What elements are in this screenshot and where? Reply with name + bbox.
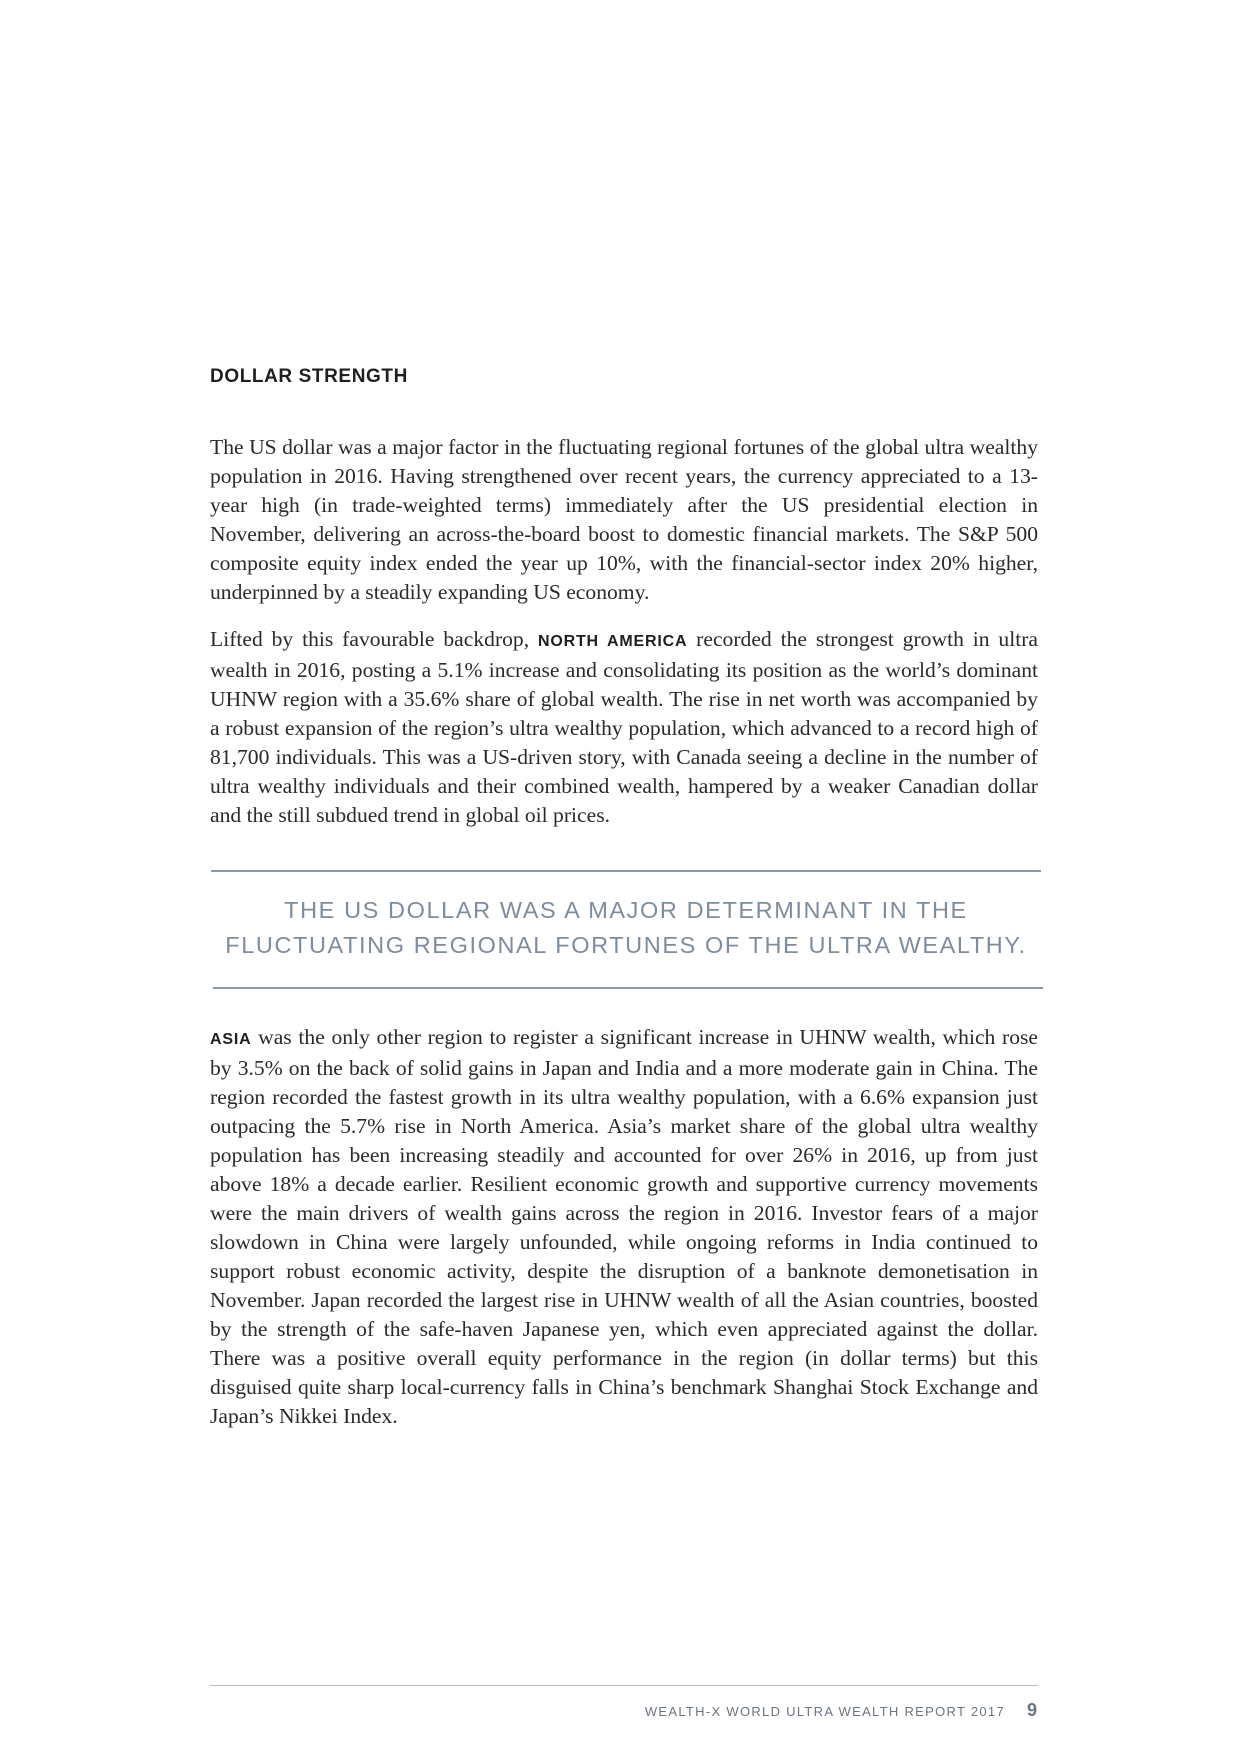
pull-quote-bottom-rule [213,987,1043,989]
paragraph-dollar-strength: The US dollar was a major factor in the fluctuating regional fortunes of the global ultra wealthy population in 2016. Having strengthened over recent years, the currency appreciated to a 13-year high (in trade-weighted terms) immediately after the US presidential election in November, delivering an across-the-board boost to domestic financial markets. The S&P 500 composite equity index ended the year up 10%, with the financial-sector index 20% higher, underpinned by a steadily expanding US economy. [210,435,1038,604]
pull-quote-line-2: FLUCTUATING REGIONAL FORTUNES OF THE ULTRA WEALTHY. [225,932,1027,958]
paragraph-text: Lifted by this favourable backdrop, [210,627,539,651]
paragraph-text: recorded the strongest growth in ultra wealth in 2016, posting a 5.1% increase and consolidating its position as the world’s dominant UHNW region with a 35.6% share of global wealth. The rise in net worth was accompanied by a robust expansion of the region’s ultra wealthy population, which advanced to a record high of 81,700 individuals. This was a US-driven story, with Canada seeing a decline in the number of ultra wealthy individuals and their combined wealth, hampered by a weaker Canadian dollar and the still subdued trend in global oil prices. [210,627,1038,827]
paragraph-north-america [210,625,1038,830]
region-lead-north-america: NORTH AMERICA [538,633,688,650]
pull-quote-line-1: THE US DOLLAR WAS A MAJOR DETERMINANT IN THE [284,897,968,923]
footer-divider [210,1685,1038,1686]
pull-quote [211,893,1041,963]
region-lead-asia: ASIA [210,1031,252,1048]
section-heading: DOLLAR STRENGTH [210,366,408,387]
paragraph-asia [210,1023,1038,1431]
paragraph-text: was the only other region to register a significant increase in UHNW wealth, which rose by 3.5% on the back of solid gains in Japan and India and a more moderate gain in China. The region recorded the fastest growth in its ultra wealthy population, with a 6.6% expansion just outpacing the 5.7% rise in North America. Asia’s market share of the global ultra wealthy population has been increasing steadily and accounted for over 26% in 2016, up from just above 18% a decade earlier. Resilient economic growth and supportive currency movements were the main drivers of wealth gains across the region in 2016. Investor fears of a major slowdown in China were largely unfounded, while ongoing reforms in India continued to support robust economic activity, despite the disruption of a banknote demonetisation in November. Japan recorded the largest rise in UHNW wealth of all the Asian countries, boosted by the strength of the safe-haven Japanese yen, which even appreciated against the dollar. There was a positive overall equity performance in the region (in dollar terms) but this disguised quite sharp local-currency falls in China’s benchmark Shanghai Stock Exchange and Japan’s Nikkei Index. [210,1025,1038,1428]
page-number: 9 [1026,1700,1037,1720]
page-footer [645,1700,1037,1721]
footer-report-title: WEALTH-X WORLD ULTRA WEALTH REPORT 2017 [644,1704,1005,1719]
pull-quote-top-rule [211,870,1041,872]
